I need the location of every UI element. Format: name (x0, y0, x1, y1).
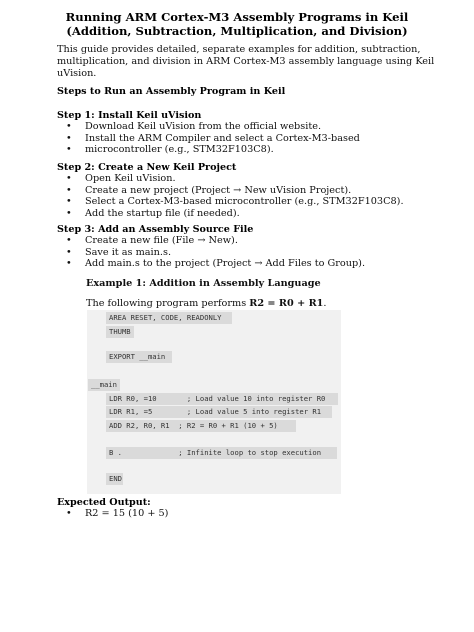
list-item: • Add main.s to the project (Project → Add Files to Group). (64, 258, 434, 270)
list-item: • Create a new file (File → New). (64, 235, 434, 247)
code-line-export: EXPORT __main (106, 351, 172, 363)
title-line-1: Running ARM Cortex-M3 Assembly Programs in Keil (65, 10, 409, 24)
step1-heading: Step 1: Install Keil uVision (57, 110, 202, 121)
example1-desc-suffix: . (323, 298, 327, 309)
list-item: • Open Keil uVision. (64, 173, 434, 185)
step1-list (64, 121, 434, 156)
code-line-thumb: THUMB (106, 326, 134, 338)
code-line-ldr-r0: LDR R0, =10 ; Load value 10 into register R0 (106, 393, 338, 405)
code-line-ldr-r1: LDR R1, =5 ; Load value 5 into register R1 (106, 406, 332, 418)
step2-list (64, 173, 434, 219)
code-line-area: AREA RESET, CODE, READONLY (106, 312, 232, 324)
intro-line-3: uVision. (57, 68, 97, 79)
code-line-label: __main (88, 379, 120, 391)
step3-list (64, 235, 434, 270)
example1-formula: R2 = R0 + R1 (249, 298, 324, 309)
code-line-end: END (106, 473, 123, 485)
list-item: • microcontroller (e.g., STM32F103C8). (64, 144, 434, 156)
step2-heading: Step 2: Create a New Keil Project (57, 162, 237, 173)
example1-description (86, 298, 326, 310)
title-line-2: (Addition, Subtraction, Multiplication, and Division) (66, 24, 408, 38)
intro-line-1: This guide provides detailed, separate examples for addition, subtraction, (57, 44, 421, 55)
list-item: • Install the ARM Compiler and select a Cortex-M3-based (64, 133, 434, 145)
example1-desc-prefix: The following program performs (86, 298, 250, 309)
expected-output-list (64, 508, 434, 520)
code-line-branch: B . ; Infinite loop to stop execution (106, 447, 337, 459)
list-item: • Create a new project (Project → New uVision Project). (64, 185, 434, 197)
expected-output-heading: Expected Output: (57, 497, 151, 508)
steps-heading: Steps to Run an Assembly Program in Keil (57, 86, 286, 97)
intro-line-2: multiplication, and division in ARM Cortex-M3 assembly language using Keil (57, 56, 435, 67)
document-title (0, 10, 474, 38)
step3-heading: Step 3: Add an Assembly Source File (57, 224, 254, 235)
list-item: • Select a Cortex-M3-based microcontroller (e.g., STM32F103C8). (64, 196, 434, 208)
code-line-add: ADD R2, R0, R1 ; R2 = R0 + R1 (10 + 5) (106, 420, 296, 432)
list-item: • Download Keil uVision from the official website. (64, 121, 434, 133)
list-item: • Add the startup file (if needed). (64, 208, 434, 220)
list-item: • R2 = 15 (10 + 5) (64, 508, 434, 520)
intro-paragraph (57, 44, 437, 80)
list-item: • Save it as main.s. (64, 247, 434, 259)
example1-heading: Example 1: Addition in Assembly Language (86, 278, 321, 289)
